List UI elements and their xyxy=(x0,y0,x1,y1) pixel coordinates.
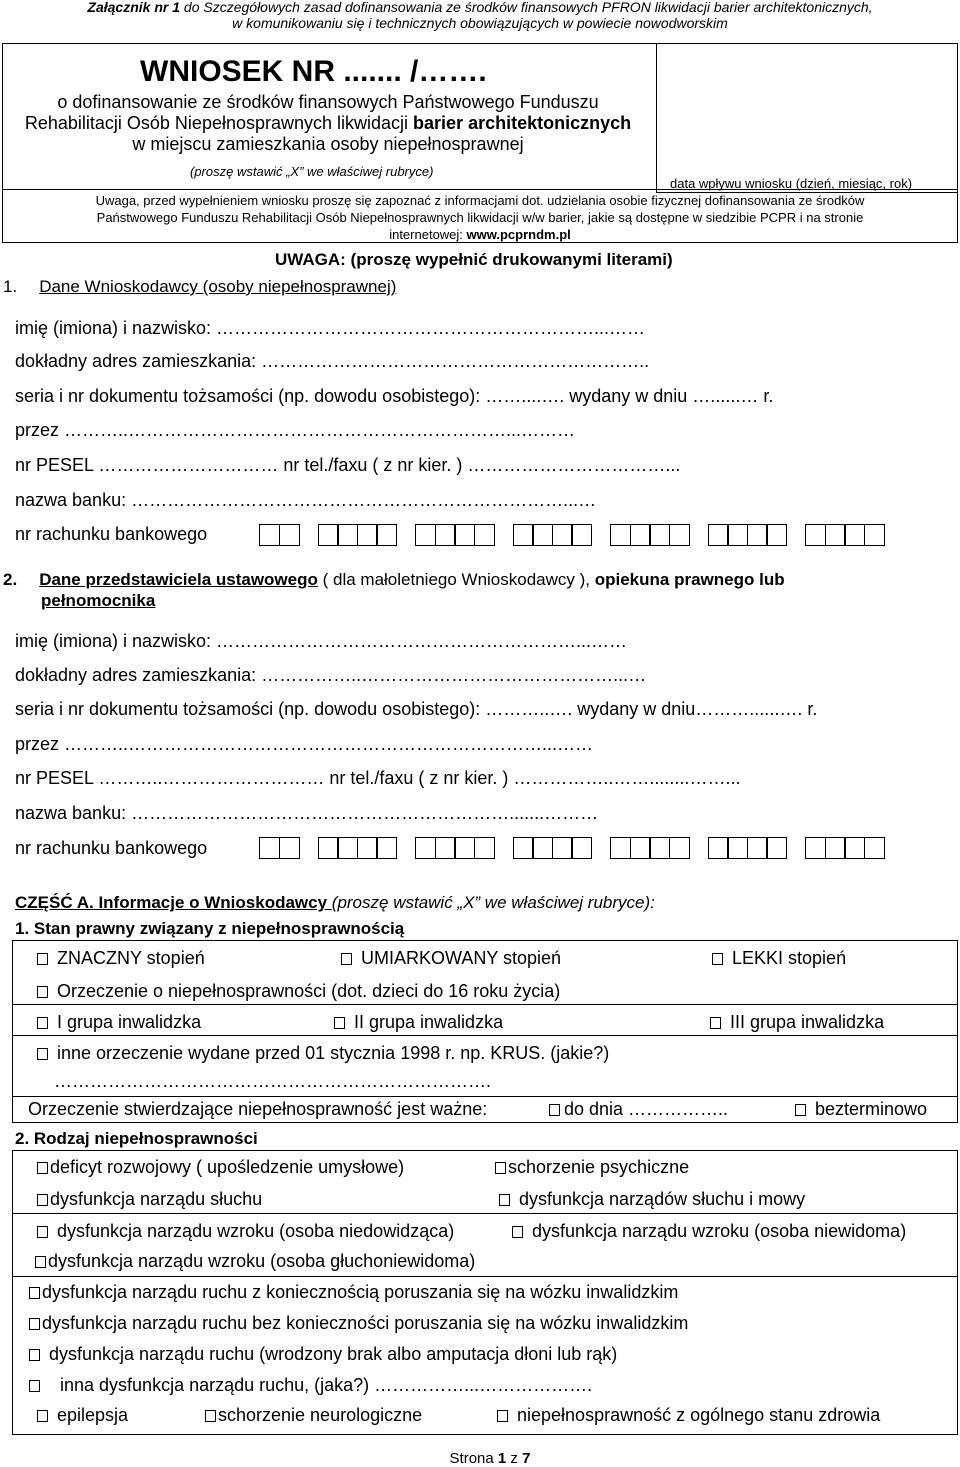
checkbox[interactable] xyxy=(710,1017,721,1029)
checkbox[interactable] xyxy=(512,1226,523,1238)
deafblind-option[interactable] xyxy=(35,1251,475,1272)
checkbox[interactable] xyxy=(205,1410,216,1422)
applicant-pesel-phone-field[interactable]: nr PESEL ………………………… nr tel./faxu ( z nr kier. ) ……………………………... xyxy=(15,455,681,475)
account-digit-cell[interactable] xyxy=(571,524,592,546)
title-line2 xyxy=(0,113,656,134)
section1-subtitle: (osoby niepełnosprawnej) xyxy=(197,277,397,296)
hearing-speech-dysfunction-option[interactable] xyxy=(499,1189,805,1210)
children-certificate-label: Orzeczenie o niepełnosprawności (dot. dzieci do 16 roku życia) xyxy=(57,981,561,1001)
account-digit-cell[interactable] xyxy=(864,837,885,859)
checkbox[interactable] xyxy=(334,1017,345,1029)
checkbox[interactable] xyxy=(37,1226,48,1238)
applicant-account-digits[interactable] xyxy=(259,524,885,546)
representative-id-issuer-field[interactable]: przez ………..……………………………………………………………...…… xyxy=(15,734,594,754)
general-health-label: niepełnosprawność z ogólnego stanu zdrowia xyxy=(517,1405,881,1425)
degree-moderate-label: UMIARKOWANY stopień xyxy=(361,948,562,968)
checkbox[interactable] xyxy=(495,1162,506,1174)
children-certificate-option[interactable] xyxy=(37,981,560,1002)
account-digit-cell[interactable] xyxy=(825,837,846,859)
mobility-no-wheelchair-option[interactable] xyxy=(29,1313,688,1334)
table-divider xyxy=(12,1213,958,1214)
section1-title: Dane Wnioskodawcy xyxy=(39,277,198,296)
hand-amputation-option[interactable] xyxy=(29,1344,617,1365)
section2-title-line2: pełnomocnika xyxy=(41,591,156,610)
validity-until-option[interactable] xyxy=(549,1099,728,1120)
section2-heading xyxy=(3,570,785,590)
table-divider xyxy=(12,1035,958,1036)
account-digit-cell[interactable] xyxy=(415,837,436,859)
account-digit-cell[interactable] xyxy=(630,837,651,859)
account-digit-cell[interactable] xyxy=(727,524,748,546)
title-line2-text: Rehabilitacji Osób Niepełnosprawnych likwidacji xyxy=(24,113,414,133)
low-vision-label: dysfunkcja narządu wzroku (osoba niedowidząca) xyxy=(57,1221,455,1241)
footer-page-label: Strona xyxy=(449,1450,498,1467)
checkbox[interactable] xyxy=(37,1194,48,1206)
account-digit-cell[interactable] xyxy=(376,524,397,546)
account-digit-cell[interactable] xyxy=(415,524,436,546)
account-digit-cell[interactable] xyxy=(766,524,787,546)
account-digit-cell[interactable] xyxy=(747,837,768,859)
checkbox[interactable] xyxy=(37,1162,48,1174)
section2-title-mid: ( dla małoletniego Wnioskodawcy ), xyxy=(317,570,595,589)
group-3-option[interactable] xyxy=(710,1012,884,1033)
mental-illness-option[interactable] xyxy=(495,1157,689,1178)
validity-label: Orzeczenie stwierdzające niepełnosprawność jest ważne: xyxy=(28,1099,488,1119)
developmental-deficit-option[interactable] xyxy=(37,1157,404,1178)
part-a-hint: (proszę wstawić „X” we właściwej rubryce): xyxy=(331,893,655,912)
neurological-option[interactable] xyxy=(205,1405,422,1426)
validity-indefinite-label: bezterminowo xyxy=(815,1099,928,1119)
account-digit-cell[interactable] xyxy=(747,524,768,546)
footer-of: z xyxy=(506,1450,523,1467)
representative-id-field[interactable]: seria i nr dokumentu tożsamości (np. dowodu osobistego): ………..…. wydany w dniu………......…. r. xyxy=(15,699,818,719)
account-digit-cell[interactable] xyxy=(727,837,748,859)
mental-illness-label: schorzenie psychiczne xyxy=(508,1157,690,1177)
checkbox[interactable] xyxy=(37,986,48,998)
account-digit-cell[interactable] xyxy=(435,837,456,859)
group-3-label: III grupa inwalidzka xyxy=(730,1012,885,1032)
hearing-dysfunction-label: dysfunkcja narządu słuchu xyxy=(50,1189,263,1209)
account-digit-cell[interactable] xyxy=(669,524,690,546)
checkbox[interactable] xyxy=(341,953,352,965)
account-digit-cell[interactable] xyxy=(532,837,553,859)
section1-heading xyxy=(3,277,396,297)
other-certificate-option[interactable] xyxy=(37,1043,609,1064)
part-a-title: Informacje o Wnioskodawcy xyxy=(93,893,332,912)
account-digit-cell[interactable] xyxy=(649,837,670,859)
account-digit-cell[interactable] xyxy=(318,837,339,859)
section2-title-end: opiekuna prawnego lub xyxy=(594,570,785,589)
validity-indefinite-option[interactable] xyxy=(795,1099,927,1120)
account-digit-cell[interactable] xyxy=(571,837,592,859)
group-1-option[interactable] xyxy=(37,1012,201,1033)
applicant-id-field[interactable]: seria i nr dokumentu tożsamości (np. dowodu osobistego): ……....…. wydany w dniu …......… r. xyxy=(15,386,774,406)
receipt-date-label: data wpływu wniosku (dzień, miesiąc, rok) xyxy=(670,176,913,191)
checkbox[interactable] xyxy=(37,953,48,965)
checkbox[interactable] xyxy=(795,1104,806,1116)
account-digit-cell[interactable] xyxy=(474,524,495,546)
checkbox[interactable] xyxy=(497,1410,508,1422)
group-2-label: II grupa inwalidzka xyxy=(354,1012,504,1032)
uppercase-notice: UWAGA: (proszę wypełnić drukowanymi literami) xyxy=(275,250,673,269)
applicant-address-field[interactable]: dokładny adres zamieszkania: ……………………………………………………….. xyxy=(15,351,650,371)
degree-significant-label: ZNACZNY stopień xyxy=(57,948,205,968)
current-page: 1 xyxy=(497,1450,507,1467)
disability-type-heading: 2. Rodzaj niepełnosprawności xyxy=(15,1129,258,1148)
account-digit-cell[interactable] xyxy=(708,837,729,859)
section2-title: Dane przedstawiciela ustawowego xyxy=(39,570,318,589)
account-digit-cell[interactable] xyxy=(357,837,378,859)
low-vision-option[interactable] xyxy=(37,1221,454,1242)
account-digit-cell[interactable] xyxy=(259,524,280,546)
account-digit-cell[interactable] xyxy=(337,837,358,859)
account-digit-cell[interactable] xyxy=(630,524,651,546)
checkbox[interactable] xyxy=(499,1194,510,1206)
table-divider xyxy=(12,1096,958,1097)
blind-option[interactable] xyxy=(512,1221,906,1242)
account-digit-cell[interactable] xyxy=(610,524,631,546)
account-digit-cell[interactable] xyxy=(805,524,826,546)
notice-line3 xyxy=(0,227,960,242)
degree-moderate-option[interactable] xyxy=(341,948,561,969)
account-digit-cell[interactable] xyxy=(552,837,573,859)
checkbox[interactable] xyxy=(29,1380,40,1392)
attachment-header-text: do Szczegółowych zasad dofinansowania ze środków finansowych PFRON likwidacji barier architektonicznych, xyxy=(180,0,873,15)
checkbox[interactable] xyxy=(29,1349,40,1361)
general-health-option[interactable] xyxy=(497,1405,880,1426)
account-digit-cell[interactable] xyxy=(532,524,553,546)
epilepsy-label: epilepsja xyxy=(57,1405,129,1425)
part-a-heading xyxy=(15,893,655,913)
applicant-id-issuer-field[interactable]: przez ………..………………………………………………………...……… xyxy=(15,420,576,440)
account-digit-cell[interactable] xyxy=(513,524,534,546)
validity-until-label: do dnia …………….. xyxy=(564,1099,729,1119)
hearing-speech-dysfunction-label: dysfunkcja narządów słuchu i mowy xyxy=(519,1189,806,1209)
representative-name-field[interactable]: imię (imiona) i nazwisko: ……………………………………………………...…… xyxy=(15,631,628,651)
title-line3: w miejscu zamieszkania osoby niepełnosprawnej xyxy=(132,134,524,154)
other-certificate-field[interactable]: ………………………………………………………………. xyxy=(54,1071,492,1091)
account-digit-cell[interactable] xyxy=(376,837,397,859)
attachment-number: Załącznik nr 1 xyxy=(87,0,181,15)
checkbox[interactable] xyxy=(37,1048,48,1060)
notice-line2: Państwowego Funduszu Rehabilitacji Osób Niepełnosprawnych likwidacji w/w barier, jakie są dostępne w siedzibie PCPR i na stronie xyxy=(96,210,864,225)
account-digit-cell[interactable] xyxy=(552,524,573,546)
account-digit-cell[interactable] xyxy=(844,837,865,859)
checkbox[interactable] xyxy=(37,1017,48,1029)
checkbox[interactable] xyxy=(29,1318,40,1330)
receipt-date-box xyxy=(656,43,958,193)
section1-number: 1. xyxy=(3,277,18,296)
other-mobility-option[interactable] xyxy=(29,1375,592,1396)
checkbox[interactable] xyxy=(712,953,723,965)
mobility-no-wheelchair-label: dysfunkcja narządu ruchu bez konieczności poruszania się na wózku inwalidzkim xyxy=(42,1313,689,1333)
part-a-label: CZĘŚĆ A. xyxy=(15,893,94,912)
hand-amputation-label: dysfunkcja narządu ruchu (wrodzony brak albo amputacja dłoni lub rąk) xyxy=(49,1344,618,1364)
title-line1: o dofinansowanie ze środków finansowych Państwowego Funduszu xyxy=(57,92,599,112)
applicant-account-label: nr rachunku bankowego xyxy=(15,524,208,544)
epilepsy-option[interactable] xyxy=(37,1405,128,1426)
checkbox[interactable] xyxy=(549,1104,560,1116)
account-digit-cell[interactable] xyxy=(259,837,280,859)
account-digit-cell[interactable] xyxy=(513,837,534,859)
applicant-bank-field[interactable]: nazwa banku: ………………………………………………………………...… xyxy=(15,490,597,510)
account-digit-cell[interactable] xyxy=(864,524,885,546)
hearing-dysfunction-option[interactable] xyxy=(37,1189,262,1210)
account-digit-cell[interactable] xyxy=(454,837,475,859)
deafblind-label: dysfunkcja narządu wzroku (osoba głuchoniewidoma) xyxy=(48,1251,476,1271)
checkbox[interactable] xyxy=(37,1410,48,1422)
notice-line3-text: internetowej: xyxy=(389,227,467,242)
checkbox[interactable] xyxy=(35,1256,46,1268)
account-digit-cell[interactable] xyxy=(669,837,690,859)
representative-account-label: nr rachunku bankowego xyxy=(15,838,208,858)
table-divider xyxy=(12,1004,958,1005)
application-number: WNIOSEK NR ....... /……. xyxy=(140,55,487,88)
representative-account-digits[interactable] xyxy=(259,837,885,859)
pcpr-website-link[interactable]: www.pcprndm.pl xyxy=(466,227,571,242)
developmental-deficit-label: deficyt rozwojowy ( upośledzenie umysłowe) xyxy=(50,1157,405,1177)
account-digit-cell[interactable] xyxy=(805,837,826,859)
title-line2-bold: barier architektonicznych xyxy=(413,113,632,133)
blind-label: dysfunkcja narządu wzroku (osoba niewidoma) xyxy=(532,1221,907,1241)
other-mobility-label: inna dysfunkcja narządu ruchu, (jaka?) ……………...………………. xyxy=(60,1375,593,1395)
degree-light-label: LEKKI stopień xyxy=(732,948,847,968)
notice-line1: Uwaga, przed wypełnieniem wniosku proszę się zapoznać z informacjami dot. udzielania osobie fizycznej dofinansowania ze środków xyxy=(95,193,865,208)
applicant-name-field[interactable]: imię (imiona) i nazwisko: ………………………………………………………...…… xyxy=(15,318,646,338)
account-digit-cell[interactable] xyxy=(435,524,456,546)
neurological-label: schorzenie neurologiczne xyxy=(218,1405,423,1425)
mobility-wheelchair-label: dysfunkcja narządu ruchu z koniecznością poruszania się na wózku inwalidzkim xyxy=(42,1282,679,1302)
title-hint: (proszę wstawić „X” we właściwej rubryce) xyxy=(190,164,434,179)
account-digit-cell[interactable] xyxy=(610,837,631,859)
representative-bank-field[interactable]: nazwa banku: ……………………………………………………….......……… xyxy=(15,803,599,823)
legal-status-heading: 1. Stan prawny związany z niepełnosprawnością xyxy=(15,919,405,938)
table-divider xyxy=(12,1276,958,1277)
account-digit-cell[interactable] xyxy=(844,524,865,546)
attachment-header-line2: w komunikowaniu się i technicznych obowiązujących w powiecie nowodworskim xyxy=(232,15,728,31)
account-digit-cell[interactable] xyxy=(454,524,475,546)
mobility-wheelchair-option[interactable] xyxy=(29,1282,678,1303)
other-certificate-label: inne orzeczenie wydane przed 01 stycznia 1998 r. np. KRUS. (jakie?) xyxy=(57,1043,610,1063)
account-digit-cell[interactable] xyxy=(279,524,300,546)
account-digit-cell[interactable] xyxy=(766,837,787,859)
account-digit-cell[interactable] xyxy=(337,524,358,546)
group-2-option[interactable] xyxy=(334,1012,503,1033)
checkbox[interactable] xyxy=(29,1287,40,1299)
attachment-header-line1 xyxy=(0,0,960,16)
account-digit-cell[interactable] xyxy=(708,524,729,546)
degree-significant-option[interactable] xyxy=(37,948,205,969)
account-digit-cell[interactable] xyxy=(474,837,495,859)
representative-address-field[interactable]: dokładny adres zamieszkania: ……………..……………………………………...… xyxy=(15,665,647,685)
representative-pesel-phone-field[interactable]: nr PESEL ………..……………………… nr tel./faxu ( z nr kier. ) ……………..……........……... xyxy=(15,768,741,788)
degree-light-option[interactable] xyxy=(712,948,846,969)
account-digit-cell[interactable] xyxy=(357,524,378,546)
total-pages: 7 xyxy=(522,1450,531,1467)
account-digit-cell[interactable] xyxy=(825,524,846,546)
page-footer xyxy=(0,1450,960,1467)
group-1-label: I grupa inwalidzka xyxy=(57,1012,202,1032)
account-digit-cell[interactable] xyxy=(318,524,339,546)
account-digit-cell[interactable] xyxy=(649,524,670,546)
section2-number: 2. xyxy=(3,570,18,589)
account-digit-cell[interactable] xyxy=(279,837,300,859)
